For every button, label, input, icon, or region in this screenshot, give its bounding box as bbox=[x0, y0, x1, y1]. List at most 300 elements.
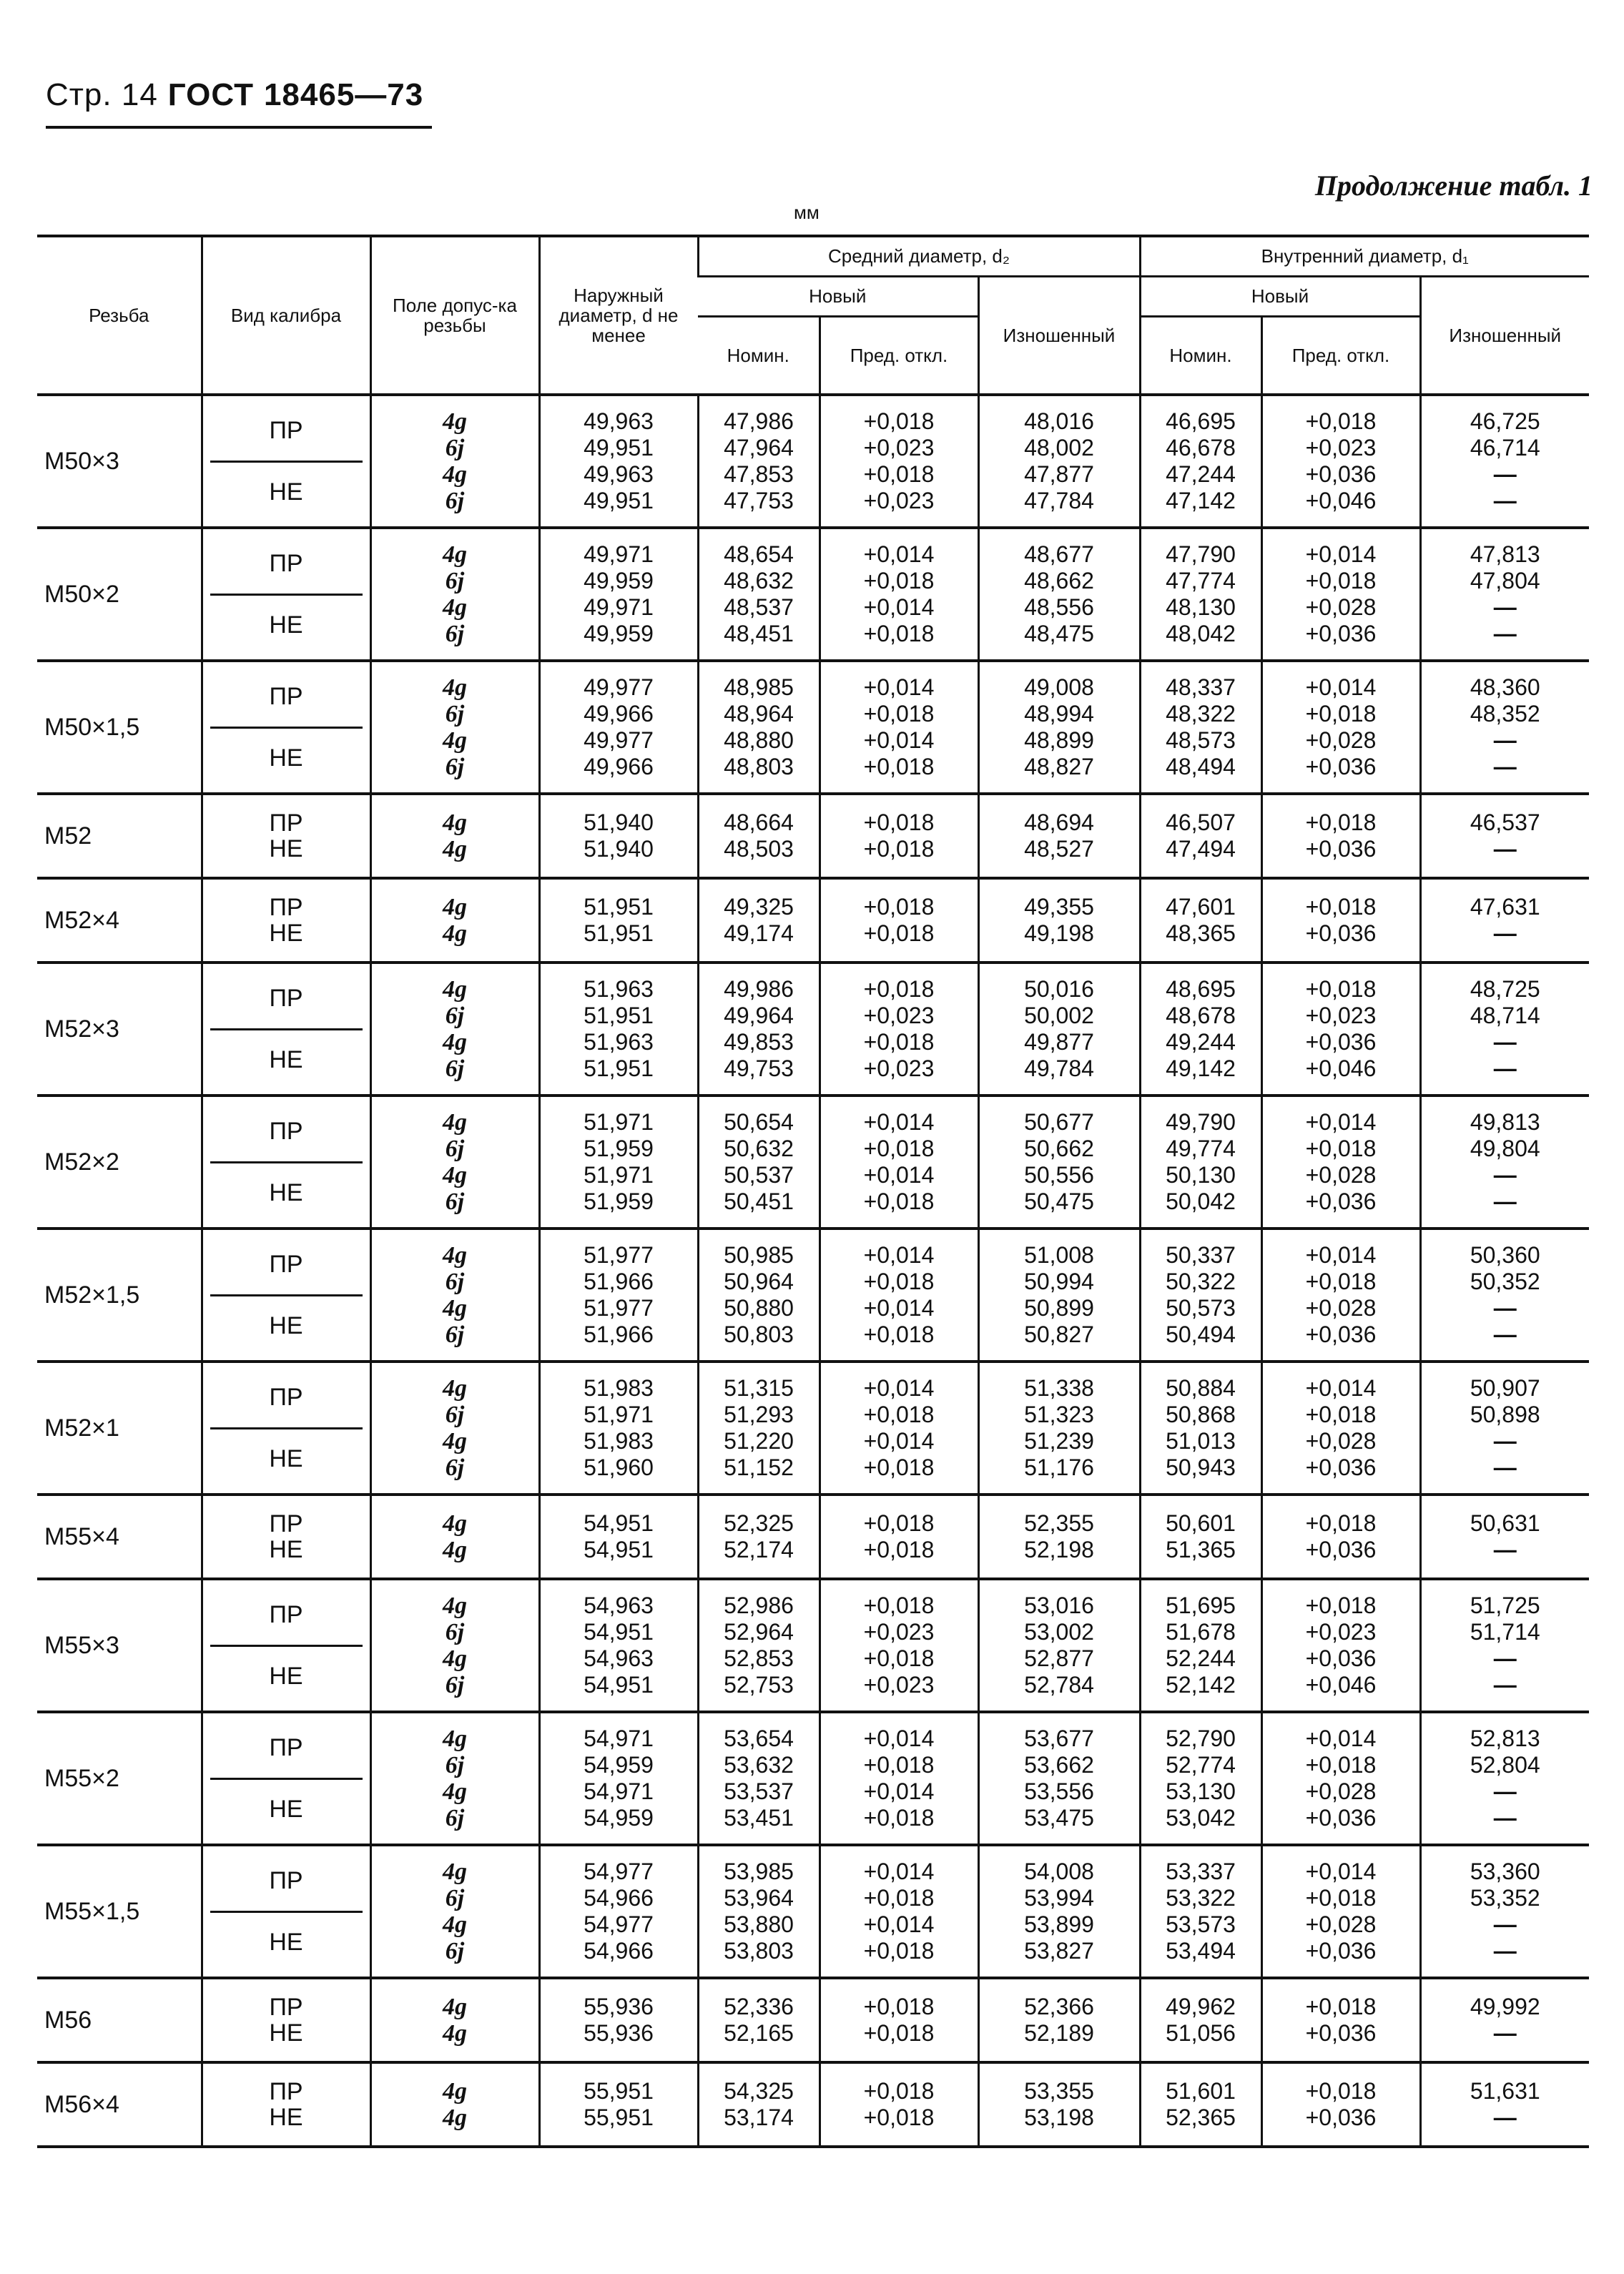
d1_dev-value: +0,018 bbox=[1305, 408, 1377, 434]
cell-d1_nom bbox=[1140, 1362, 1261, 1495]
cell-outer bbox=[539, 1978, 698, 2062]
d1_worn-value: — bbox=[1493, 1537, 1517, 1562]
d1_worn-value: — bbox=[1493, 1162, 1517, 1188]
cell-d1_dev bbox=[1261, 1579, 1420, 1712]
gauge-type-stack bbox=[210, 1101, 363, 1223]
d2_dev-value: +0,014 bbox=[863, 1375, 935, 1401]
d2_dev-value: +0,014 bbox=[863, 674, 935, 700]
cell-d2_worn bbox=[978, 528, 1140, 661]
cell-outer bbox=[539, 1579, 698, 1712]
d1_worn-value: — bbox=[1493, 594, 1517, 620]
d1_nom-value: 47,774 bbox=[1166, 568, 1236, 594]
cell-gauge-type bbox=[202, 1229, 370, 1362]
d2_dev-value: +0,018 bbox=[863, 1402, 935, 1427]
d2_worn-value: 52,877 bbox=[1024, 1645, 1094, 1671]
gauge-type-stack bbox=[210, 666, 363, 788]
tol-value: 4g bbox=[443, 541, 467, 568]
outer-value: 54,959 bbox=[584, 1752, 654, 1778]
d1_dev-value: +0,018 bbox=[1305, 894, 1377, 920]
outer-value: 54,959 bbox=[584, 1805, 654, 1831]
d1_nom-value: 53,042 bbox=[1166, 1805, 1236, 1831]
cell-d2_worn bbox=[978, 1096, 1140, 1229]
d2_dev-value: +0,018 bbox=[863, 461, 935, 487]
col-d2-nominal: Номин. bbox=[698, 316, 820, 395]
d2_dev-value: +0,018 bbox=[863, 1455, 935, 1480]
d2_dev-value: +0,018 bbox=[863, 836, 935, 862]
d2_worn-value: 50,016 bbox=[1024, 976, 1094, 1002]
cell-d2_dev bbox=[820, 1362, 978, 1495]
gauge-type-value: ПР bbox=[269, 809, 303, 837]
cell-d1_worn bbox=[1420, 878, 1589, 963]
d2_worn-value: 48,002 bbox=[1024, 435, 1094, 461]
tol-value: 4g bbox=[443, 461, 467, 488]
d1_worn-value: 52,813 bbox=[1470, 1726, 1540, 1751]
table-row bbox=[37, 1362, 1589, 1495]
cell-d2_nom bbox=[698, 1712, 820, 1845]
tol-value: 4g bbox=[443, 836, 467, 862]
d1_worn-value: — bbox=[1493, 488, 1517, 513]
cell-gauge-type bbox=[202, 395, 370, 528]
d1_nom-value: 48,365 bbox=[1166, 920, 1236, 946]
cell-d1_worn bbox=[1420, 963, 1589, 1096]
d1_nom-value: 46,678 bbox=[1166, 435, 1236, 461]
gauge-type-stack bbox=[210, 2079, 363, 2130]
d1_nom-value: 51,056 bbox=[1166, 2020, 1236, 2046]
cell-tol bbox=[370, 2062, 539, 2147]
d2_dev-value: +0,018 bbox=[863, 408, 935, 434]
gauge-type-value: НЕ bbox=[269, 1796, 303, 1823]
d1_dev-value: +0,018 bbox=[1305, 1136, 1377, 1161]
d2_worn-value: 53,556 bbox=[1024, 1778, 1094, 1804]
d2_worn-value: 52,784 bbox=[1024, 1672, 1094, 1698]
gauge-type-stack bbox=[210, 1367, 363, 1489]
d1_worn-value: 51,725 bbox=[1470, 1593, 1540, 1618]
d2_dev-value: +0,023 bbox=[863, 435, 935, 461]
d1_nom-value: 48,678 bbox=[1166, 1003, 1236, 1028]
tol-value: 4g bbox=[443, 976, 467, 1003]
outer-value: 51,963 bbox=[584, 976, 654, 1002]
d2_dev-value: +0,018 bbox=[863, 1593, 935, 1618]
outer-value: 49,963 bbox=[584, 408, 654, 434]
tol-value: 6j bbox=[445, 1752, 465, 1778]
cell-tol bbox=[370, 1362, 539, 1495]
tol-value: 6j bbox=[445, 1055, 465, 1082]
d1_nom-value: 47,790 bbox=[1166, 541, 1236, 567]
d1_nom-value: 49,142 bbox=[1166, 1055, 1236, 1081]
d1_dev-value: +0,014 bbox=[1305, 1242, 1377, 1268]
cell-d1_nom bbox=[1140, 1845, 1261, 1978]
cell-d2_nom bbox=[698, 1978, 820, 2062]
d1_dev-value: +0,023 bbox=[1305, 435, 1377, 461]
d1_dev-value: +0,036 bbox=[1305, 1321, 1377, 1347]
cell-thread: М52 bbox=[37, 794, 202, 878]
d1_nom-value: 52,142 bbox=[1166, 1672, 1236, 1698]
d2_worn-value: 49,355 bbox=[1024, 894, 1094, 920]
d2_dev-value: +0,023 bbox=[863, 488, 935, 513]
d1_dev-value: +0,036 bbox=[1305, 1805, 1377, 1831]
table-row bbox=[37, 395, 1589, 528]
d2_nom-value: 53,985 bbox=[724, 1859, 794, 1884]
outer-value: 54,951 bbox=[584, 1672, 654, 1698]
cell-gauge-type bbox=[202, 1579, 370, 1712]
d2_dev-value: +0,023 bbox=[863, 1619, 935, 1645]
d1_nom-value: 50,130 bbox=[1166, 1162, 1236, 1188]
cell-d1_dev bbox=[1261, 1845, 1420, 1978]
gauge-type-value: НЕ bbox=[269, 2104, 303, 2131]
d1_worn-value: 50,907 bbox=[1470, 1375, 1540, 1401]
cell-d1_worn bbox=[1420, 1845, 1589, 1978]
d2_nom-value: 53,537 bbox=[724, 1778, 794, 1804]
d2_worn-value: 53,677 bbox=[1024, 1726, 1094, 1751]
d1_nom-value: 48,042 bbox=[1166, 621, 1236, 646]
d1_worn-value: 47,804 bbox=[1470, 568, 1540, 594]
d2_dev-value: +0,018 bbox=[863, 2105, 935, 2130]
d2_nom-value: 48,964 bbox=[724, 701, 794, 727]
outer-value: 49,971 bbox=[584, 541, 654, 567]
cell-tol bbox=[370, 1495, 539, 1579]
d2_nom-value: 52,325 bbox=[724, 1510, 794, 1536]
cell-d2_worn bbox=[978, 395, 1140, 528]
cell-d1_dev bbox=[1261, 2062, 1420, 2147]
gauge-type-value: ПР bbox=[210, 1851, 363, 1913]
d1_nom-value: 48,695 bbox=[1166, 976, 1236, 1002]
d2_dev-value: +0,018 bbox=[863, 1537, 935, 1562]
cell-d1_nom bbox=[1140, 1978, 1261, 2062]
d2_dev-value: +0,023 bbox=[863, 1672, 935, 1698]
d2_worn-value: 50,662 bbox=[1024, 1136, 1094, 1161]
gauge-type-value: ПР bbox=[269, 1510, 303, 1537]
table-row bbox=[37, 1096, 1589, 1229]
d1_nom-value: 51,365 bbox=[1166, 1537, 1236, 1562]
col-d1-nominal: Номин. bbox=[1140, 316, 1261, 395]
cell-d2_worn bbox=[978, 794, 1140, 878]
cell-d2_worn bbox=[978, 963, 1140, 1096]
cell-outer bbox=[539, 1229, 698, 1362]
col-tolerance: Поле допус-ка резьбы bbox=[370, 236, 539, 395]
tol-value: 4g bbox=[443, 1911, 467, 1938]
d1_dev-value: +0,036 bbox=[1305, 1645, 1377, 1671]
d1_worn-value: — bbox=[1493, 1778, 1517, 1804]
d1_dev-value: +0,036 bbox=[1305, 2105, 1377, 2130]
d2_worn-value: 53,016 bbox=[1024, 1593, 1094, 1618]
gauge-type-value: ПР bbox=[210, 968, 363, 1030]
d2_nom-value: 49,964 bbox=[724, 1003, 794, 1028]
tol-value: 6j bbox=[445, 1321, 465, 1348]
d2_dev-value: +0,014 bbox=[863, 541, 935, 567]
d1_worn-value: — bbox=[1493, 1188, 1517, 1214]
cell-thread: М52×4 bbox=[37, 878, 202, 963]
d1_dev-value: +0,028 bbox=[1305, 727, 1377, 753]
d2_worn-value: 48,994 bbox=[1024, 701, 1094, 727]
outer-value: 49,951 bbox=[584, 488, 654, 513]
cell-d2_worn bbox=[978, 878, 1140, 963]
d2_worn-value: 47,784 bbox=[1024, 488, 1094, 513]
d1_nom-value: 52,774 bbox=[1166, 1752, 1236, 1778]
cell-thread: М55×2 bbox=[37, 1712, 202, 1845]
cell-d2_dev bbox=[820, 661, 978, 794]
d1_dev-value: +0,018 bbox=[1305, 1402, 1377, 1427]
d2_nom-value: 52,165 bbox=[724, 2020, 794, 2046]
d1_dev-value: +0,018 bbox=[1305, 976, 1377, 1002]
d1_dev-value: +0,028 bbox=[1305, 1428, 1377, 1454]
cell-d1_worn bbox=[1420, 1978, 1589, 2062]
d2_worn-value: 49,198 bbox=[1024, 920, 1094, 946]
page-header bbox=[46, 77, 423, 113]
d1_dev-value: +0,014 bbox=[1305, 1859, 1377, 1884]
outer-value: 54,951 bbox=[584, 1510, 654, 1536]
tol-value: 6j bbox=[445, 1885, 465, 1911]
d1_dev-value: +0,014 bbox=[1305, 1726, 1377, 1751]
cell-d2_dev bbox=[820, 1096, 978, 1229]
outer-value: 51,971 bbox=[584, 1162, 654, 1188]
cell-thread: М52×1,5 bbox=[37, 1229, 202, 1362]
d2_worn-value: 53,475 bbox=[1024, 1805, 1094, 1831]
d1_dev-value: +0,028 bbox=[1305, 1778, 1377, 1804]
outer-value: 49,966 bbox=[584, 701, 654, 727]
cell-thread: М55×1,5 bbox=[37, 1845, 202, 1978]
tol-value: 4g bbox=[443, 1295, 467, 1321]
tol-value: 4g bbox=[443, 809, 467, 836]
cell-d1_nom bbox=[1140, 1579, 1261, 1712]
gauge-type-value: НЕ bbox=[269, 1445, 303, 1473]
outer-value: 51,951 bbox=[584, 1055, 654, 1081]
table-row bbox=[37, 528, 1589, 661]
d2_dev-value: +0,014 bbox=[863, 1778, 935, 1804]
d1_worn-value: 48,360 bbox=[1470, 674, 1540, 700]
tol-value: 4g bbox=[443, 1994, 467, 2020]
outer-value: 49,963 bbox=[584, 461, 654, 487]
outer-value: 54,971 bbox=[584, 1726, 654, 1751]
tol-value: 4g bbox=[443, 2020, 467, 2047]
cell-gauge-type bbox=[202, 1495, 370, 1579]
cell-d1_dev bbox=[1261, 1978, 1420, 2062]
cell-tol bbox=[370, 1229, 539, 1362]
outer-value: 55,936 bbox=[584, 2020, 654, 2046]
col-d1-worn: Изношенный bbox=[1420, 276, 1589, 395]
d1_worn-value: 47,631 bbox=[1470, 894, 1540, 920]
tol-value: 4g bbox=[443, 408, 467, 435]
d1_nom-value: 50,042 bbox=[1166, 1188, 1236, 1214]
d2_dev-value: +0,018 bbox=[863, 1885, 935, 1911]
gauge-type-stack bbox=[210, 1851, 363, 1972]
table-row bbox=[37, 963, 1589, 1096]
cell-tol bbox=[370, 878, 539, 963]
d1_nom-value: 51,678 bbox=[1166, 1619, 1236, 1645]
cell-d2_nom bbox=[698, 1579, 820, 1712]
table-row bbox=[37, 1845, 1589, 1978]
cell-gauge-type bbox=[202, 1712, 370, 1845]
d2_dev-value: +0,018 bbox=[863, 1029, 935, 1055]
d2_dev-value: +0,018 bbox=[863, 1136, 935, 1161]
d1_dev-value: +0,018 bbox=[1305, 1269, 1377, 1294]
tol-value: 4g bbox=[443, 2078, 467, 2105]
cell-outer bbox=[539, 963, 698, 1096]
tol-value: 6j bbox=[445, 1136, 465, 1162]
d1_dev-value: +0,018 bbox=[1305, 1994, 1377, 2019]
d2_worn-value: 50,899 bbox=[1024, 1295, 1094, 1321]
cell-d2_worn bbox=[978, 1579, 1140, 1712]
d2_dev-value: +0,014 bbox=[863, 1109, 935, 1135]
gauge-type-value: НЕ bbox=[269, 1312, 303, 1340]
outer-value: 54,963 bbox=[584, 1593, 654, 1618]
d2_worn-value: 51,239 bbox=[1024, 1428, 1094, 1454]
d2_nom-value: 52,964 bbox=[724, 1619, 794, 1645]
col-d1-deviation: Пред. откл. bbox=[1261, 316, 1420, 395]
tol-value: 4g bbox=[443, 1242, 467, 1269]
table-row bbox=[37, 1495, 1589, 1579]
gauge-type-value: ПР bbox=[210, 1101, 363, 1163]
d1_worn-value: — bbox=[1493, 836, 1517, 862]
d1_dev-value: +0,018 bbox=[1305, 1885, 1377, 1911]
col-d2-deviation: Пред. откл. bbox=[820, 316, 978, 395]
d2_worn-value: 47,877 bbox=[1024, 461, 1094, 487]
tol-value: 6j bbox=[445, 488, 465, 514]
d2_nom-value: 53,451 bbox=[724, 1805, 794, 1831]
d2_dev-value: +0,014 bbox=[863, 1295, 935, 1321]
outer-value: 49,971 bbox=[584, 594, 654, 620]
tol-value: 4g bbox=[443, 1645, 467, 1672]
d1_nom-value: 47,601 bbox=[1166, 894, 1236, 920]
cell-d2_dev bbox=[820, 1845, 978, 1978]
d1_nom-value: 53,322 bbox=[1166, 1885, 1236, 1911]
d1_worn-value: 49,804 bbox=[1470, 1136, 1540, 1161]
d1_nom-value: 47,244 bbox=[1166, 461, 1236, 487]
cell-outer bbox=[539, 1096, 698, 1229]
cell-d1_worn bbox=[1420, 1495, 1589, 1579]
d2_dev-value: +0,014 bbox=[863, 594, 935, 620]
cell-gauge-type bbox=[202, 1362, 370, 1495]
d2_nom-value: 50,451 bbox=[724, 1188, 794, 1214]
d2_worn-value: 48,899 bbox=[1024, 727, 1094, 753]
cell-gauge-type bbox=[202, 528, 370, 661]
gauge-type-value: ПР bbox=[210, 1234, 363, 1296]
cell-d1_worn bbox=[1420, 2062, 1589, 2147]
d2_dev-value: +0,014 bbox=[863, 1726, 935, 1751]
table-row bbox=[37, 2062, 1589, 2147]
d2_worn-value: 50,556 bbox=[1024, 1162, 1094, 1188]
cell-outer bbox=[539, 1845, 698, 1978]
tol-value: 4g bbox=[443, 894, 467, 920]
d2_dev-value: +0,018 bbox=[863, 2078, 935, 2104]
d1_worn-value: — bbox=[1493, 2020, 1517, 2046]
d1_worn-value: — bbox=[1493, 621, 1517, 646]
cell-d1_nom bbox=[1140, 878, 1261, 963]
table-row bbox=[37, 878, 1589, 963]
d2_nom-value: 49,986 bbox=[724, 976, 794, 1002]
cell-d2_nom bbox=[698, 661, 820, 794]
cell-d1_dev bbox=[1261, 1229, 1420, 1362]
gauge-type-stack bbox=[210, 1511, 363, 1562]
cell-d1_dev bbox=[1261, 1712, 1420, 1845]
d2_worn-value: 48,694 bbox=[1024, 809, 1094, 835]
d1_worn-value: — bbox=[1493, 1938, 1517, 1964]
cell-tol bbox=[370, 1845, 539, 1978]
d2_worn-value: 53,198 bbox=[1024, 2105, 1094, 2130]
d1_dev-value: +0,046 bbox=[1305, 1055, 1377, 1081]
d1_nom-value: 52,790 bbox=[1166, 1726, 1236, 1751]
d2_worn-value: 50,475 bbox=[1024, 1188, 1094, 1214]
outer-value: 54,966 bbox=[584, 1885, 654, 1911]
d2_nom-value: 48,664 bbox=[724, 809, 794, 835]
d2_nom-value: 48,451 bbox=[724, 621, 794, 646]
d2_nom-value: 48,803 bbox=[724, 754, 794, 779]
gauge-type-value: НЕ bbox=[269, 744, 303, 772]
outer-value: 51,940 bbox=[584, 836, 654, 862]
d2_nom-value: 50,654 bbox=[724, 1109, 794, 1135]
tol-value: 4g bbox=[443, 1537, 467, 1563]
col-group-pitch-diameter: Средний диаметр, d₂ bbox=[698, 236, 1140, 276]
d2_dev-value: +0,014 bbox=[863, 727, 935, 753]
d1_nom-value: 53,494 bbox=[1166, 1938, 1236, 1964]
cell-d1_nom bbox=[1140, 528, 1261, 661]
d1_dev-value: +0,018 bbox=[1305, 1752, 1377, 1778]
cell-d2_nom bbox=[698, 794, 820, 878]
d2_nom-value: 51,293 bbox=[724, 1402, 794, 1427]
d2_worn-value: 48,016 bbox=[1024, 408, 1094, 434]
d1_nom-value: 51,601 bbox=[1166, 2078, 1236, 2104]
d1_nom-value: 48,494 bbox=[1166, 754, 1236, 779]
cell-gauge-type bbox=[202, 1978, 370, 2062]
d1_worn-value: — bbox=[1493, 1029, 1517, 1055]
d1_dev-value: +0,036 bbox=[1305, 1188, 1377, 1214]
tol-value: 4g bbox=[443, 2105, 467, 2131]
d1_worn-value: 49,813 bbox=[1470, 1109, 1540, 1135]
d1_worn-value: — bbox=[1493, 1455, 1517, 1480]
cell-gauge-type bbox=[202, 1845, 370, 1978]
cell-d2_nom bbox=[698, 1495, 820, 1579]
d2_nom-value: 53,632 bbox=[724, 1752, 794, 1778]
cell-gauge-type bbox=[202, 661, 370, 794]
table-body bbox=[37, 395, 1589, 2147]
cell-d2_dev bbox=[820, 528, 978, 661]
tol-value: 6j bbox=[445, 1402, 465, 1428]
cell-outer bbox=[539, 1712, 698, 1845]
d2_nom-value: 50,880 bbox=[724, 1295, 794, 1321]
outer-value: 49,966 bbox=[584, 754, 654, 779]
d1_nom-value: 52,365 bbox=[1166, 2105, 1236, 2130]
cell-d2_dev bbox=[820, 878, 978, 963]
d2_nom-value: 53,654 bbox=[724, 1726, 794, 1751]
d1_nom-value: 50,573 bbox=[1166, 1295, 1236, 1321]
tol-value: 4g bbox=[443, 1029, 467, 1055]
outer-value: 55,951 bbox=[584, 2078, 654, 2104]
d2_nom-value: 52,336 bbox=[724, 1994, 794, 2019]
d2_nom-value: 48,632 bbox=[724, 568, 794, 594]
d1_dev-value: +0,028 bbox=[1305, 594, 1377, 620]
d2_dev-value: +0,018 bbox=[863, 894, 935, 920]
d2_nom-value: 47,753 bbox=[724, 488, 794, 513]
cell-outer bbox=[539, 2062, 698, 2147]
cell-outer bbox=[539, 794, 698, 878]
gauge-type-value: НЕ bbox=[269, 1929, 303, 1956]
outer-value: 51,971 bbox=[584, 1402, 654, 1427]
cell-gauge-type bbox=[202, 2062, 370, 2147]
gauge-type-value: НЕ bbox=[269, 1179, 303, 1207]
cell-gauge-type bbox=[202, 878, 370, 963]
gauge-type-value: ПР bbox=[269, 894, 303, 921]
d2_dev-value: +0,018 bbox=[863, 701, 935, 727]
tol-value: 6j bbox=[445, 701, 465, 727]
d2_worn-value: 50,677 bbox=[1024, 1109, 1094, 1135]
d1_nom-value: 50,337 bbox=[1166, 1242, 1236, 1268]
d1_dev-value: +0,018 bbox=[1305, 568, 1377, 594]
tol-value: 6j bbox=[445, 1188, 465, 1215]
d1_nom-value: 47,494 bbox=[1166, 836, 1236, 862]
d1_nom-value: 50,322 bbox=[1166, 1269, 1236, 1294]
d1_worn-value: — bbox=[1493, 1321, 1517, 1347]
gauge-type-value: ПР bbox=[210, 1585, 363, 1647]
d2_nom-value: 47,986 bbox=[724, 408, 794, 434]
